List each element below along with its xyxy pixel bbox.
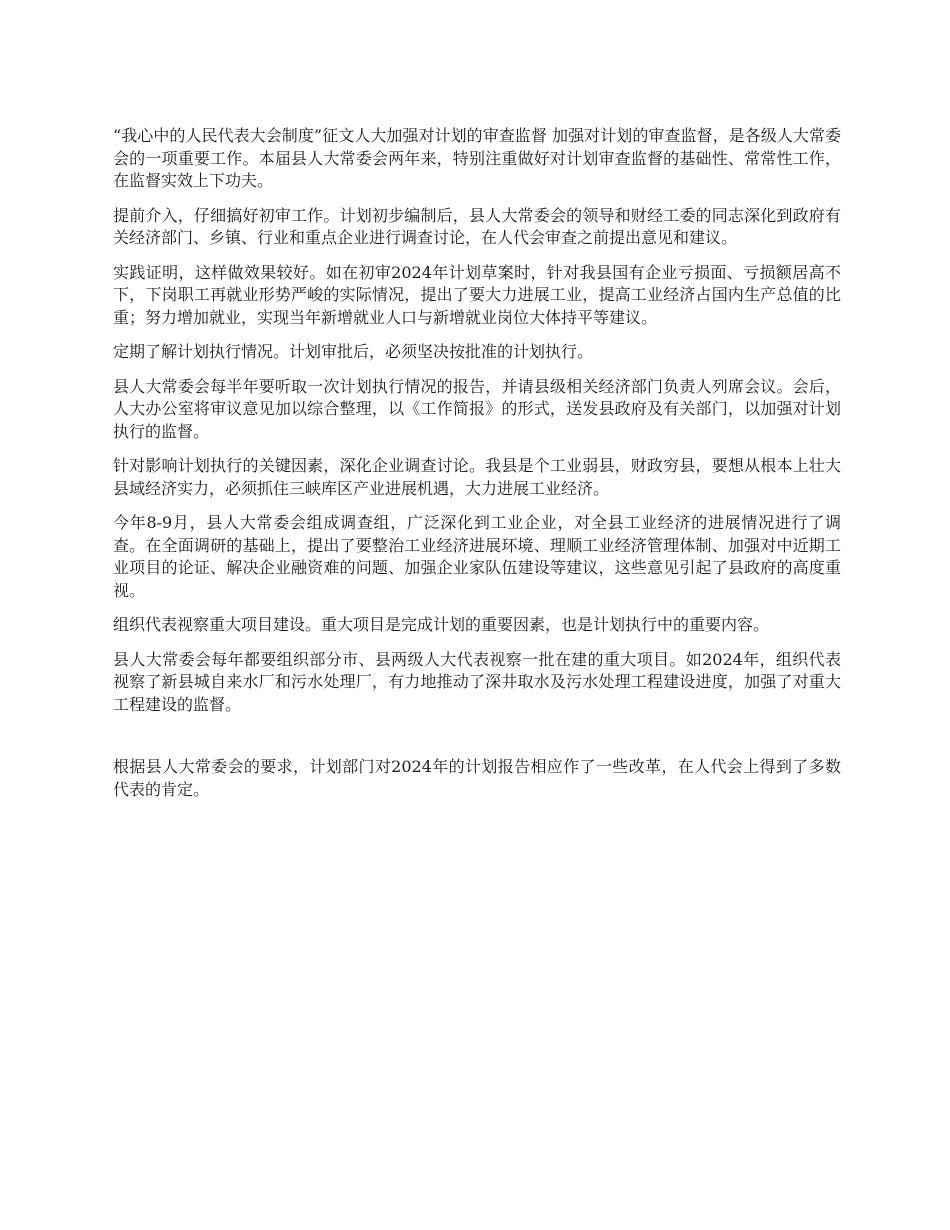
paragraph-project-inspection: 组织代表视察重大项目建设。重大项目是完成计划的重要因素，也是计划执行中的重要内容。	[113, 615, 770, 634]
document-body	[113, 125, 841, 813]
paragraph-conclusion: 根据县人大常委会的要求，计划部门对2024年的计划报告相应作了一些改革，在人代会上得到了多数代表的肯定。	[113, 757, 841, 799]
paragraph-plan-execution: 定期了解计划执行情况。计划审批后，必须坚决按批准的计划执行。	[113, 342, 594, 361]
paragraph-preliminary-review: 提前介入，仔细搞好初审工作。计划初步编制后，县人大常委会的领导和财经工委的同志深化到政府有关经济部门、乡镇、行业和重点企业进行调查讨论，在人代会审查之前提出意见和建议。	[113, 205, 841, 247]
paragraph-annual-inspection: 县人大常委会每年都要组织部分市、县两级人大代表视察一批在建的重大项目。如2024年，组织代表视察了新县城自来水厂和污水处理厂，有力地推动了深井取水及污水处理工程建设进度，加强了对重大工程建设的监督。	[113, 649, 841, 714]
paragraph-half-year-report: 县人大常委会每半年要听取一次计划执行情况的报告，并请县级相关经济部门负责人列席会议。会后，人大办公室将审议意见加以综合整理，以《工作简报》的形式，送发县政府及有关部门，以加强对计划执行的监督。	[113, 376, 841, 441]
paragraph-survey: 今年8-9月，县人大常委会组成调查组，广泛深化到工业企业，对全县工业经济的进展情况进行了调查。在全面调研的基础上，提出了要整治工业经济进展环境、理顺工业经济管理体制、加强对中近期工业项目的论证、解决企业融资难的问题、加强企业家队伍建设等建议，这些意见引起了县政府的高度重视。	[113, 513, 841, 600]
paragraph-intro: “我心中的人民代表大会制度”征文人大加强对计划的审查监督 加强对计划的审查监督，是各级人大常委会的一项重要工作。本届县人大常委会两年来，特别注重做好对计划审查监督的基础性、常常性工作，在监督实效上下功夫。	[113, 126, 841, 190]
paragraph-key-factors: 针对影响计划执行的关键因素，深化企业调查讨论。我县是个工业弱县，财政穷县，要想从根本上壮大县域经济实力，必须抓住三峡库区产业进展机遇，大力进展工业经济。	[113, 456, 841, 498]
paragraph-practice-proof: 实践证明，这样做效果较好。如在初审2024年计划草案时，针对我县国有企业亏损面、亏损额居高不下，下岗职工再就业形势严峻的实际情况，提出了要大力进展工业，提高工业经济占国内生产总值的比重；努力增加就业，实现当年新增就业人口与新增就业岗位大体持平等建议。	[113, 262, 841, 327]
